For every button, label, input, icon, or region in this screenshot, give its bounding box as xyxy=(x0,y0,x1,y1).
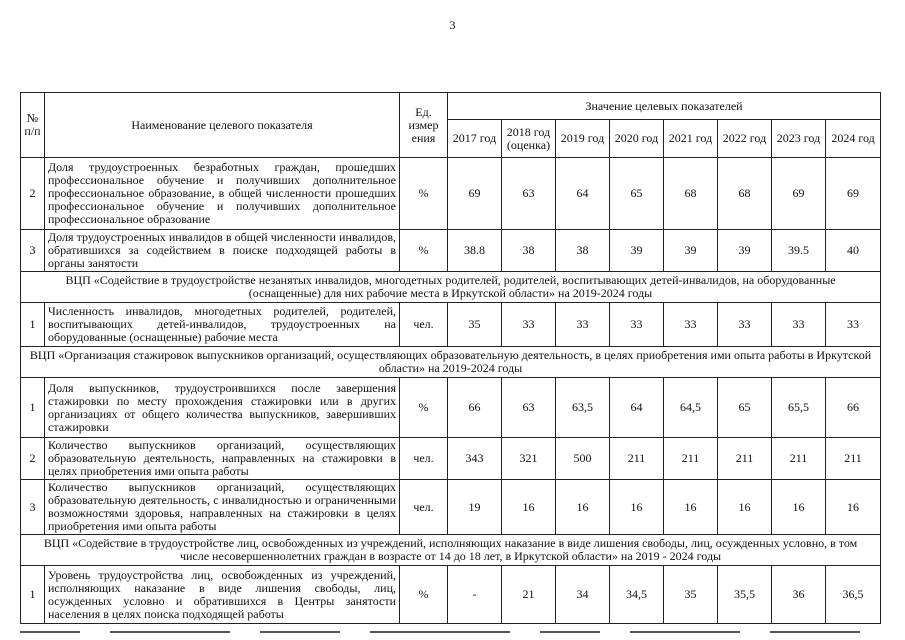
indicator-value: 16 xyxy=(772,480,826,535)
indicator-value: 65 xyxy=(718,378,772,438)
indicator-name: Доля трудоустроенных безработных граждан, прошедших профессиональное обучение и получивших дополнительное профессиональное образование, в общей численности прошедших профессиональное обучение и получивших дополнительное профессиональное образование xyxy=(45,158,400,230)
indicator-value: 16 xyxy=(826,480,881,535)
indicator-value: 39.5 xyxy=(772,230,826,272)
indicator-name: Количество выпускников организаций, осуществляющих образовательную деятельность, направленных на стажировки в целях приобретения ими опыта работы xyxy=(45,438,400,480)
program-section-row xyxy=(21,272,881,303)
indicator-unit: чел. xyxy=(400,480,448,535)
indicator-value: 64 xyxy=(556,158,610,230)
indicator-value: 211 xyxy=(826,438,881,480)
row-number: 1 xyxy=(21,566,45,624)
indicator-value: 211 xyxy=(718,438,772,480)
indicator-value: 16 xyxy=(718,480,772,535)
indicator-value: 65 xyxy=(610,158,664,230)
indicator-value: 500 xyxy=(556,438,610,480)
indicator-value: 39 xyxy=(664,230,718,272)
indicator-unit: чел. xyxy=(400,438,448,480)
indicator-unit: % xyxy=(400,230,448,272)
indicator-value: 64,5 xyxy=(664,378,718,438)
row-number: 1 xyxy=(21,303,45,347)
program-section-row xyxy=(21,535,881,566)
indicator-value: 21 xyxy=(502,566,556,624)
indicator-value: 68 xyxy=(664,158,718,230)
header-year: 2024 год xyxy=(826,120,881,158)
header-year: 2017 год xyxy=(448,120,502,158)
indicator-name: Доля выпускников, трудоустроившихся после завершения стажировки по месту прохождения стажировки или в других организациях от общего количества выпускников, завершивших стажировки xyxy=(45,378,400,438)
indicator-value: 33 xyxy=(502,303,556,347)
row-number: 3 xyxy=(21,480,45,535)
header-year: 2023 год xyxy=(772,120,826,158)
indicator-value: 16 xyxy=(610,480,664,535)
program-section-row xyxy=(21,347,881,378)
header-year: 2018 год (оценка) xyxy=(502,120,556,158)
header-values-group: Значение целевых показателей xyxy=(448,93,881,120)
row-number: 1 xyxy=(21,378,45,438)
indicator-value: 343 xyxy=(448,438,502,480)
row-number: 2 xyxy=(21,438,45,480)
indicator-row xyxy=(21,378,881,438)
row-number: 2 xyxy=(21,158,45,230)
indicator-name: Количество выпускников организаций, осуществляющих образовательную деятельность, с инвалидностью и ограниченными возможностями здоровья, направленных на стажировки в целях приобретения ими опыта работы xyxy=(45,480,400,535)
indicator-value: 69 xyxy=(448,158,502,230)
indicator-value: 38 xyxy=(502,230,556,272)
indicator-value: 66 xyxy=(826,378,881,438)
indicator-unit: % xyxy=(400,378,448,438)
header-year: 2022 год xyxy=(718,120,772,158)
target-indicators-table xyxy=(20,92,881,624)
indicator-value: 69 xyxy=(772,158,826,230)
indicator-value: 38 xyxy=(556,230,610,272)
indicator-row xyxy=(21,480,881,535)
indicator-value: 33 xyxy=(826,303,881,347)
indicator-row xyxy=(21,303,881,347)
indicator-name: Доля трудоустроенных инвалидов в общей численности инвалидов, обратившихся за содействием в поиске подходящей работы в органы занятости xyxy=(45,230,400,272)
indicator-unit: чел. xyxy=(400,303,448,347)
indicator-value: 211 xyxy=(664,438,718,480)
indicator-value: 321 xyxy=(502,438,556,480)
indicator-value: 68 xyxy=(718,158,772,230)
indicator-value: 39 xyxy=(718,230,772,272)
header-unit: Ед. измер ения xyxy=(400,93,448,158)
indicator-value: 33 xyxy=(772,303,826,347)
indicator-value: 36 xyxy=(772,566,826,624)
indicator-value: 38.8 xyxy=(448,230,502,272)
indicator-value: 69 xyxy=(826,158,881,230)
program-section-title: ВЦП «Содействие в трудоустройстве лиц, освобожденных из учреждений, исполняющих наказание в виде лишения свободы, лиц, осужденных условно, в том числе несовершеннолетних граждан в возрасте от 14 до 18 лет, в Иркутской области» на 2019 - 2024 годы xyxy=(21,535,881,566)
indicator-name: Уровень трудоустройства лиц, освобожденных из учреждений, исполняющих наказание в виде лишения свободы, лиц, осужденных условно и обратившихся в Центры занятости населения в целях поиска подходящей работы xyxy=(45,566,400,624)
indicator-value: 211 xyxy=(610,438,664,480)
indicator-row xyxy=(21,230,881,272)
indicator-value: 35,5 xyxy=(718,566,772,624)
indicator-value: 64 xyxy=(610,378,664,438)
indicator-value: 16 xyxy=(556,480,610,535)
indicator-name: Численность инвалидов, многодетных родителей, родителей, воспитывающих детей-инвалидов, трудоустроенных на оборудованные (оснащенные) рабочие места xyxy=(45,303,400,347)
target-indicators-sheet xyxy=(20,92,880,624)
header-number: № п/п xyxy=(21,93,45,158)
indicator-value: 33 xyxy=(718,303,772,347)
indicator-value: 16 xyxy=(502,480,556,535)
indicator-value: 33 xyxy=(664,303,718,347)
indicator-value: - xyxy=(448,566,502,624)
header-year: 2019 год xyxy=(556,120,610,158)
cut-off-next-row xyxy=(20,628,880,634)
row-number: 3 xyxy=(21,230,45,272)
indicator-value: 63 xyxy=(502,158,556,230)
indicator-value: 34 xyxy=(556,566,610,624)
program-section-title: ВЦП «Организация стажировок выпускников организаций, осуществляющих образовательную деятельность, в целях приобретения ими опыта работы в Иркутской области» на 2019-2024 годы xyxy=(21,347,881,378)
indicator-row xyxy=(21,438,881,480)
indicator-value: 35 xyxy=(664,566,718,624)
indicator-row xyxy=(21,566,881,624)
indicator-unit: % xyxy=(400,566,448,624)
indicator-value: 65,5 xyxy=(772,378,826,438)
indicator-value: 40 xyxy=(826,230,881,272)
indicator-value: 63 xyxy=(502,378,556,438)
header-indicator-name: Наименование целевого показателя xyxy=(45,93,400,158)
header-year: 2021 год xyxy=(664,120,718,158)
indicator-value: 66 xyxy=(448,378,502,438)
indicator-value: 35 xyxy=(448,303,502,347)
indicator-value: 33 xyxy=(610,303,664,347)
page-number: 3 xyxy=(449,18,456,32)
indicator-value: 39 xyxy=(610,230,664,272)
indicator-value: 19 xyxy=(448,480,502,535)
indicator-value: 34,5 xyxy=(610,566,664,624)
indicator-value: 33 xyxy=(556,303,610,347)
indicator-value: 211 xyxy=(772,438,826,480)
indicator-row xyxy=(21,158,881,230)
indicator-unit: % xyxy=(400,158,448,230)
indicator-value: 16 xyxy=(664,480,718,535)
indicator-value: 36,5 xyxy=(826,566,881,624)
program-section-title: ВЦП «Содействие в трудоустройстве незанятых инвалидов, многодетных родителей, родителей, воспитывающих детей-инвалидов, на оборудованные (оснащенные) для них рабочие места в Иркутской области» на 2019-2024 годы xyxy=(21,272,881,303)
header-year: 2020 год xyxy=(610,120,664,158)
indicator-value: 63,5 xyxy=(556,378,610,438)
